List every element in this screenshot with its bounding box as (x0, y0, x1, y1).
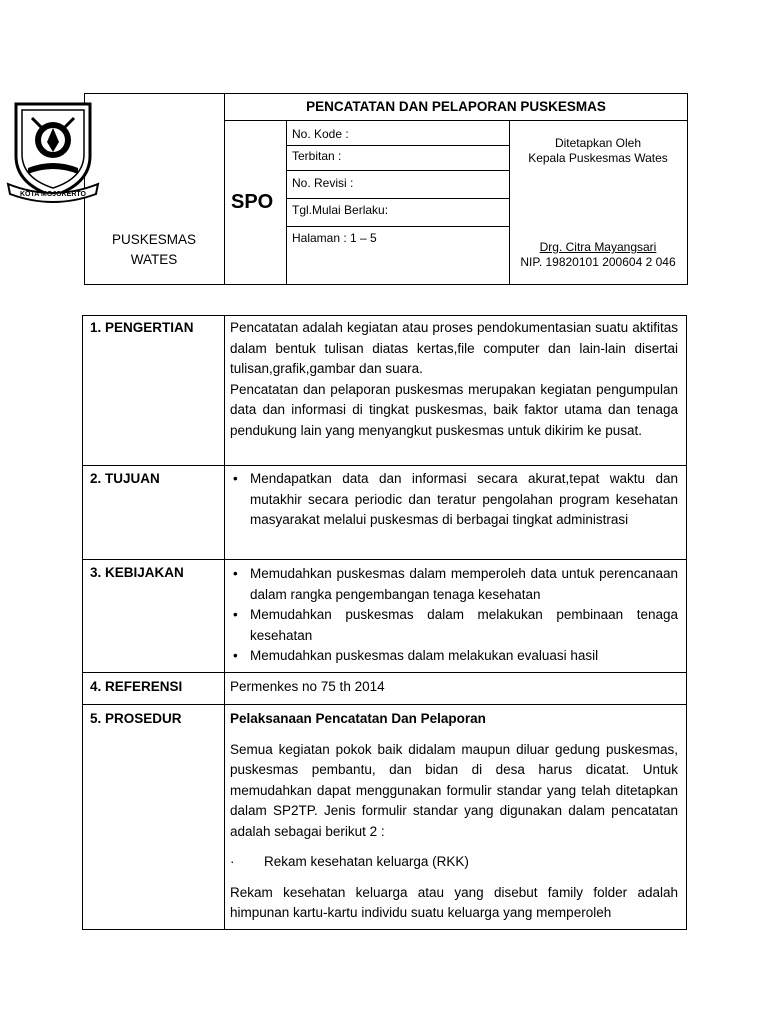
kebijakan-bullet-1: • Memudahkan puskesmas dalam memperoleh data untuk perencanaan dalam rangka pengembangan tenaga kesehatan (230, 564, 678, 605)
logo-ribbon-text: KOTA MOJOKERTO (20, 191, 86, 198)
section-body-kebijakan (230, 564, 678, 667)
signer-name: Drg. Citra Mayangsari (539, 240, 657, 254)
section-label-kebijakan: 3. KEBIJAKAN (90, 565, 184, 580)
kebijakan-bullet-2: • Memudahkan puskesmas dalam melakukan pembinaan tenaga kesehatan (230, 605, 678, 646)
field-no-kode: No. Kode : (292, 127, 349, 141)
prosedur-list-marker: · (230, 854, 235, 869)
tujuan-bullet-1: • Mendapatkan data dan informasi secara akurat,tepat waktu dan mutakhir secara periodic dan teratur pengolahan program kesehatan masyarakat melalui puskesmas di berbagai tingkat administrasi (230, 469, 678, 531)
prosedur-paragraph-2: Rekam kesehatan keluarga atau yang disebut family folder adalah himpunan kartu-kartu individu suatu keluarga yang memperoleh (230, 884, 678, 920)
emblem-logo (6, 98, 100, 208)
spo-label: SPO (231, 191, 274, 213)
section-label-prosedur: 5. PROSEDUR (90, 711, 182, 726)
approval-block: Ditetapkan Oleh Kepala Puskesmas Wates (528, 136, 668, 165)
referensi-text: Permenkes no 75 th 2014 (230, 679, 385, 694)
kebijakan-bullet-3: • Memudahkan puskesmas dalam melakukan evaluasi hasil (230, 646, 678, 667)
organization-name: PUSKESMAS WATES (111, 232, 197, 267)
field-halaman: Halaman : 1 – 5 (292, 231, 377, 245)
section-body-pengertian (230, 318, 678, 441)
section-body-prosedur (230, 709, 678, 924)
prosedur-list-item: · Rekam kesehatan keluarga (RKK) (230, 852, 678, 873)
field-no-revisi: No. Revisi : (292, 176, 354, 190)
pengertian-paragraph-2: Pencatatan dan pelaporan puskesmas merupakan kegiatan pengumpulan data dan informasi di tingkat puskesmas, baik faktor utama dan tenaga pendukung lain yang menyangkut puskesmas untuk dikirim ke pusat. (230, 381, 678, 438)
field-terbitan: Terbitan : (292, 149, 342, 163)
signer-block (509, 240, 687, 270)
document-title: PENCATATAN DAN PELAPORAN PUSKESMAS (306, 99, 606, 114)
signer-nip: NIP. 19820101 200604 2 046 (520, 255, 676, 269)
section-label-tujuan: 2. TUJUAN (90, 471, 160, 486)
prosedur-paragraph-1: Semua kegiatan pokok baik didalam maupun diluar gedung puskesmas, puskesmas pembantu, dan bidan di desa harus dicatat. Untuk memudahkan dapat menggunakan formulir standar yang telah ditetapkan dalam SP2TP. Jenis formulir standar yang digunakan dalam pencatatan adalah sebagai berikut 2 : (230, 741, 678, 839)
section-body-referensi (230, 677, 678, 698)
section-body-tujuan (230, 469, 678, 531)
field-tgl-mulai: Tgl.Mulai Berlaku: (292, 203, 389, 217)
pengertian-paragraph-1: Pencatatan adalah kegiatan atau proses pendokumentasian suatu aktifitas dalam bentuk tulisan diatas kertas,file computer dan lain-lain disertai tulisan,grafik,gambar dan suara. (230, 320, 678, 376)
section-label-referensi: 4. REFERENSI (90, 679, 183, 694)
prosedur-heading: Pelaksanaan Pencatatan Dan Pelaporan (230, 711, 486, 726)
section-label-pengertian: 1. PENGERTIAN (90, 320, 194, 335)
